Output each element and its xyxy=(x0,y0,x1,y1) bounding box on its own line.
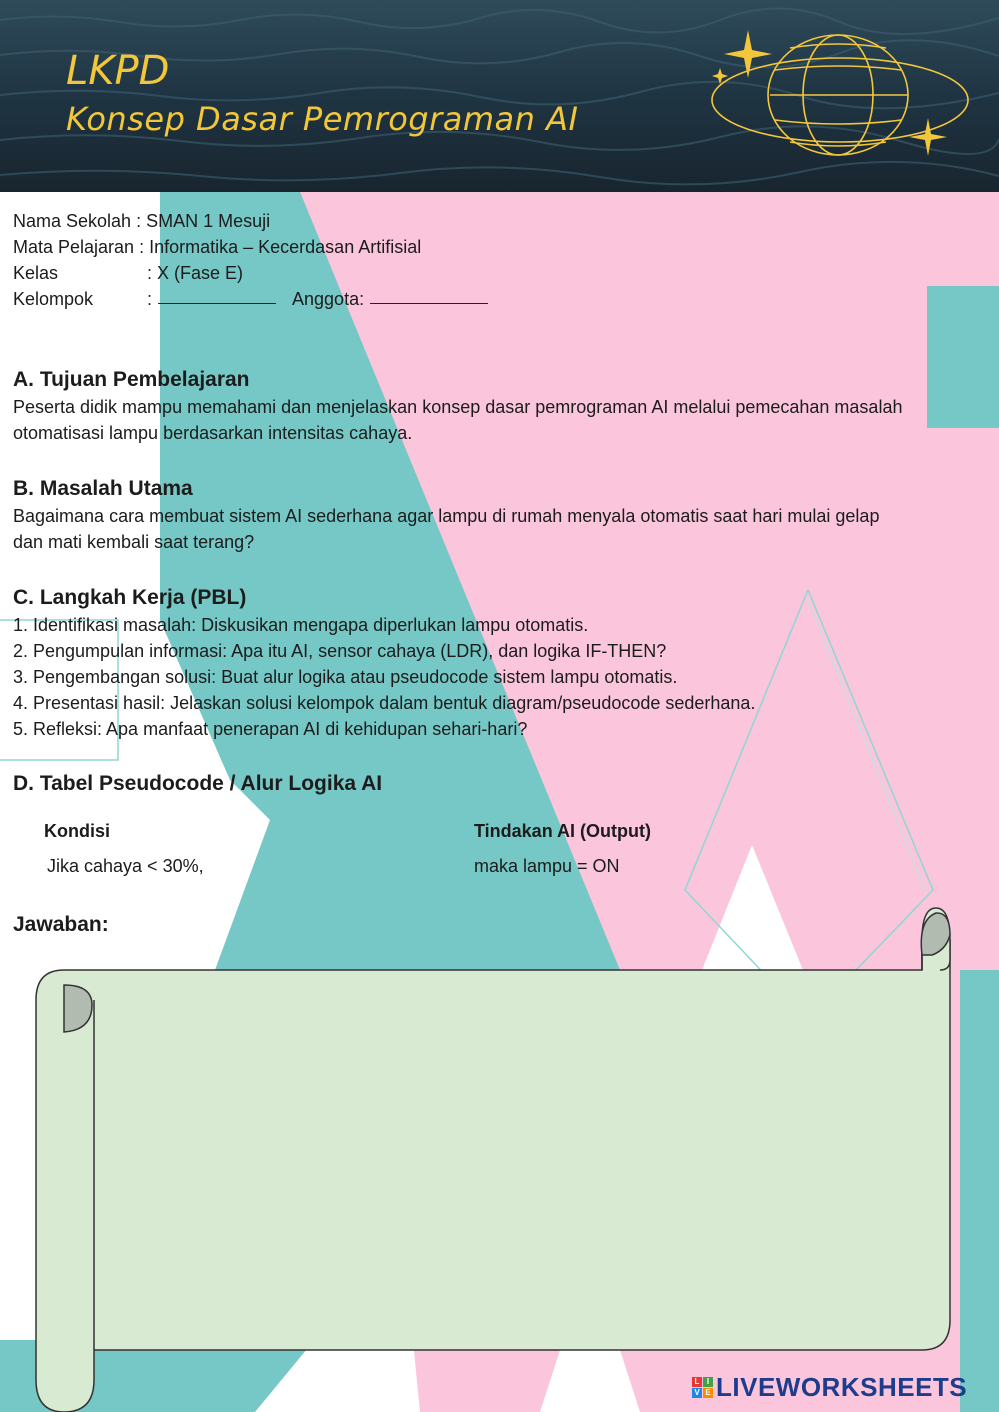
table-cell-action: maka lampu = ON xyxy=(474,856,620,876)
table-header-condition: Kondisi xyxy=(44,821,110,841)
section-b-line2: dan mati kembali saat terang? xyxy=(13,532,255,552)
section-a-line2: otomatisasi lampu berdasarkan intensitas cahaya. xyxy=(13,423,413,443)
step-item: 3. Pengembangan solusi: Buat alur logika atau pseudocode sistem lampu otomatis. xyxy=(13,667,678,687)
answer-input[interactable] xyxy=(96,975,946,1345)
liveworksheets-logo[interactable] xyxy=(692,1372,967,1403)
school-label: Nama Sekolah : xyxy=(13,211,142,231)
step-item: 1. Identifikasi masalah: Diskusikan mengapa diperlukan lampu otomatis. xyxy=(13,615,589,635)
step-item: 5. Refleksi: Apa manfaat penerapan AI di kehidupan sehari-hari? xyxy=(13,719,528,739)
section-d-heading: D. Tabel Pseudocode / Alur Logika AI xyxy=(13,772,383,795)
members-label: Anggota: xyxy=(292,289,365,309)
class-value: : X (Fase E) xyxy=(147,263,244,283)
step-item: 4. Presentasi hasil: Jelaskan solusi kelompok dalam bentuk diagram/pseudocode sederhana. xyxy=(13,693,756,713)
section-c-heading: C. Langkah Kerja (PBL) xyxy=(13,586,247,609)
subject-value: Informatika – Kecerdasan Artifisial xyxy=(149,237,422,257)
step-item: 2. Pengumpulan informasi: Apa itu AI, sensor cahaya (LDR), dan logika IF-THEN? xyxy=(13,641,667,661)
subject-label: Mata Pelajaran : xyxy=(13,237,145,257)
lw-blocks-icon: L I V E xyxy=(692,1377,713,1398)
group-sep: : xyxy=(147,289,153,309)
section-b-line1: Bagaimana cara membuat sistem AI sederhana agar lampu di rumah menyala otomatis saat hari mulai gelap xyxy=(13,506,880,526)
page-subtitle: Konsep Dasar Pemrograman AI xyxy=(66,100,579,138)
school-value: SMAN 1 Mesuji xyxy=(146,211,271,231)
section-b-heading: B. Masalah Utama xyxy=(13,477,193,500)
lw-brand-text: LIVEWORKSHEETS xyxy=(716,1372,968,1402)
section-a-line1: Peserta didik mampu memahami dan menjelaskan konsep dasar pemrograman AI melalui pemecahan masalah xyxy=(13,397,903,417)
table-header-action: Tindakan AI (Output) xyxy=(474,821,651,841)
group-label: Kelompok xyxy=(13,289,94,309)
class-label: Kelas xyxy=(13,263,59,283)
answer-label: Jawaban: xyxy=(13,913,109,936)
page-title: LKPD xyxy=(66,48,170,94)
section-a-heading: A. Tujuan Pembelajaran xyxy=(13,368,250,391)
table-cell-condition: Jika cahaya < 30%, xyxy=(47,856,204,876)
